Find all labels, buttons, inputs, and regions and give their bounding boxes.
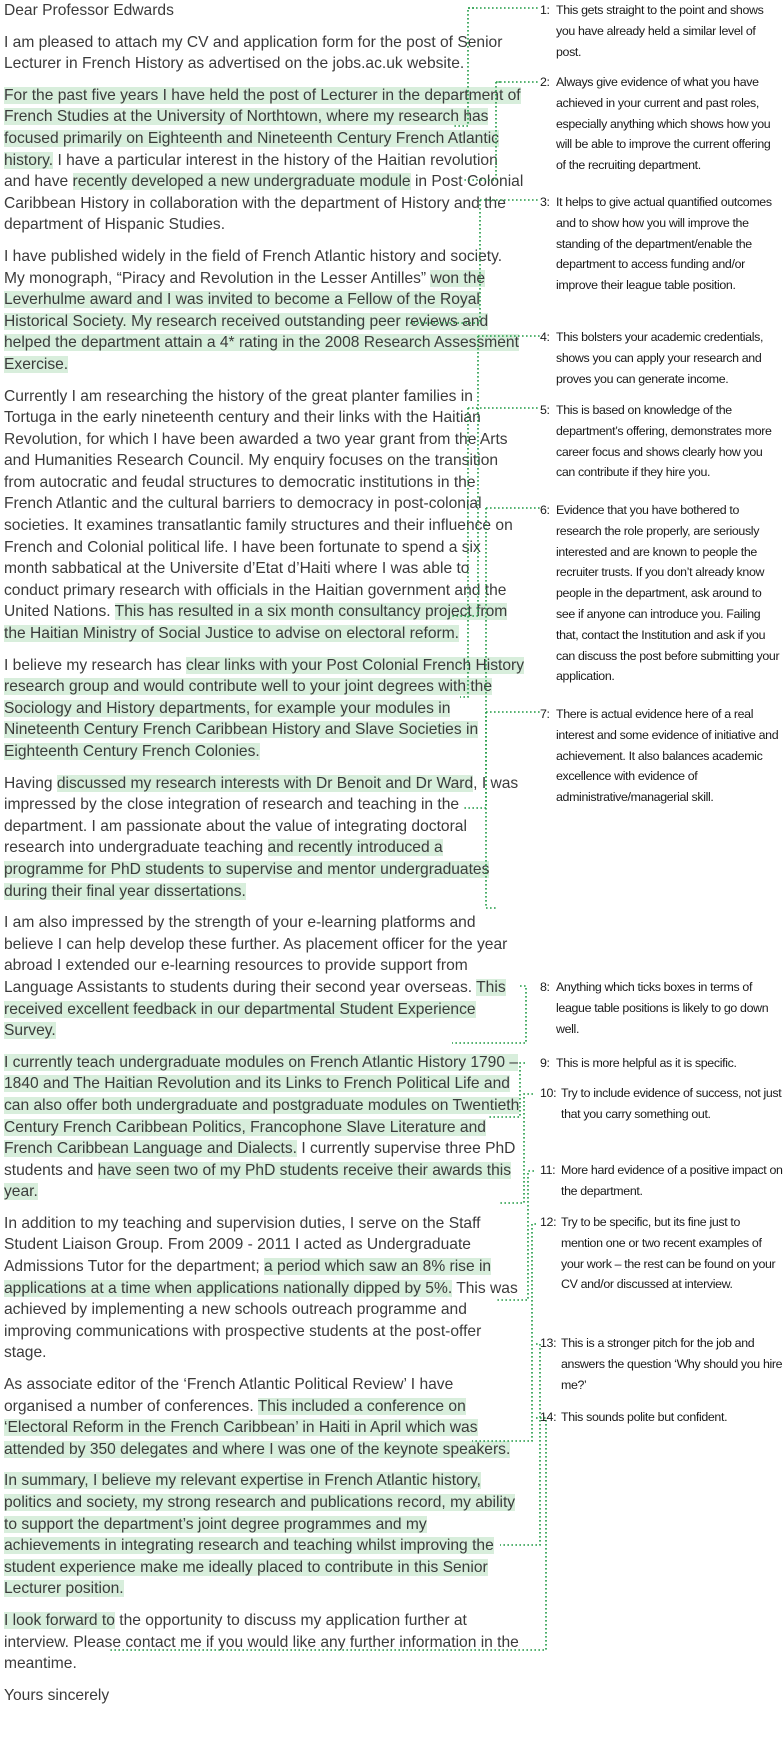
- highlight-8: This received excellent feedback in our departmental Student Experience Survey.: [4, 978, 506, 1040]
- paragraph-teaching-integration: Having discussed my research interests with Dr Benoit and Dr Ward, I was impressed by the close integration of research and teaching in the department. I am passionate about the value of integrating doctoral research into undergraduate teaching and recently introduced a programme for PhD students to supervise and mentor undergraduates during their final year dissertations.: [4, 774, 519, 900]
- annotation-7: 7: There is actual evidence here of a real interest and some evidence of initiative and achievement. It also balances academic excellence with evidence of administrative/managerial skill.: [540, 707, 779, 805]
- highlight-7: and recently introduced a programme for PhD students to supervise and mentor undergraduates during their final year dissertations.: [4, 839, 490, 900]
- connector-9: [488, 1063, 525, 1117]
- paragraph-links: I believe my research has clear links with your Post Colonial French History research group and would contribute well to your joint degrees with the Sociology and History departments, for example your modules in Nineteenth Century French Caribbean History and Slave Societies in Eighteenth Century French Colonies.: [4, 656, 524, 760]
- paragraph-modules: I currently teach undergraduate modules on French Atlantic History 1790 – 1840 and The Haitian Revolution and its Links to French Political Life and can also offer both undergraduate and postgraduate modules on Twentieth Century French Caribbean Politics, Francophone Slave Literature and French Caribbean Language and Dialects. I currently supervise three PhD students and have seen two of my PhD students receive their awards this year.: [4, 1053, 520, 1201]
- sign-off: Yours sincerely: [4, 1686, 110, 1704]
- paragraph-intro: I am pleased to attach my CV and application form for the post of Senior Lecturer in French History as advertised on the jobs.ac.uk website.: [4, 33, 503, 73]
- connector-4: [452, 336, 478, 616]
- paragraph-admin: In addition to my teaching and supervision duties, I serve on the Staff Student Liaison Group. From 2009 - 2011 I acted as Undergraduate Admissions Tutor for the department; a period which saw an 8% rise in applications at a time when applications nationally dipped by 5%. This was achieved by implementing a new schools outreach programme and improving communications with prospective students at the post-offer stage.: [4, 1214, 518, 1362]
- annotation-6: 6: Evidence that you have bothered to research the role properly, are seriously interested and are known to people the recruiter trusts. If you don’t already know people in the department, ask around to see if anyone can introduce you. Failing that, contact the Institution and ask if you can discuss the post before submitting your application.: [540, 503, 780, 684]
- connector-5: [460, 408, 468, 697]
- paragraph-research: Currently I am researching the history of the great planter families in Tortuga in the early nineteenth century and their links with the Haitian Revolution, for which I have been awarded a two year grant from the Arts and Humanities Research Council. My enquiry focuses on the transition from autocratic and feudal structures to democratic institutions in the French Atlantic and the cultural barriers to democracy in post-colonial societies. It examines transatlantic family structures and their influence on French and Colonial political life. I have been fortunate to spend a six month sabbatical at the Universite d’Etat d’Haiti where I was able to conduct primary research with officials in the Haitian government and the United Nations. This has resulted in a six month consultancy project from the Haitian Ministry of Social Justice to advise on electoral reform.: [4, 387, 513, 643]
- highlight-2: recently developed a new undergraduate module: [72, 173, 411, 191]
- paragraph-current-post: For the past five years I have held the post of Lecturer in the department of French Studies at the University of Northtown, where my research has focused primarily on Eighteenth and Nineteenth Century French Atlantic history. I have a particular interest in the history of the Haitian revolution and have recently developed a new undergraduate module in Post Colonial Caribbean History in collaboration with the department of History and the department of Hispanic Studies.: [4, 86, 524, 234]
- paragraph-elearning: I am also impressed by the strength of your e-learning platforms and believe I can help develop these further. As placement officer for the year abroad I extended our e-learning resources to provide support from Language Assistants to students during their second year overseas. This received excellent feedback in our departmental Student Experience Survey.: [4, 914, 508, 1040]
- highlight-6: discussed my research interests with Dr Benoit and Dr Ward: [56, 774, 474, 792]
- connector-2: [462, 82, 500, 180]
- annotation-8: 8: Anything which ticks boxes in terms of league table positions is likely to go down well.: [540, 980, 769, 1036]
- annotation-12: 12: Try to be specific, but its fine just to mention one or two recent examples of your work – the rest can be found on your CV and/or discussed at interview.: [540, 1215, 776, 1292]
- annotation-13: 13: This is a stronger pitch for the job and answers the question ‘Why should you hire me?’: [540, 1336, 783, 1392]
- highlight-10: have seen two of my PhD students receive their awards this year.: [4, 1161, 512, 1201]
- annotation-14: 14: This sounds polite but confident.: [540, 1410, 728, 1424]
- connector-10: [498, 1094, 533, 1203]
- annotation-5: 5: This is based on knowledge of the department’s offering, demonstrates more career focus and shows clearly how you can contribute if they hire you.: [540, 403, 772, 480]
- annotation-10: 10: Try to include evidence of success, not just that you carry something out.: [540, 1086, 782, 1121]
- paragraph-conferences: As associate editor of the ‘French Atlantic Political Review’ I have organised a number of conferences. This included a conference on ‘Electoral Reform in the French Caribbean’ in Haiti in April which was attended by 350 delegates and where I was one of the keynote speakers.: [4, 1376, 511, 1458]
- highlight-4: This has resulted in a six month consultancy project from the Haitian Ministry of Social Justice to advise on electoral reform.: [4, 603, 508, 643]
- highlight-9: I currently teach undergraduate modules on French Atlantic History 1790 – 1840 and The Haitian Revolution and its Links to French Political Life and can also offer both undergraduate and postgraduate modules on Twentieth Century French Caribbean Politics, Francophone Slave Literature and French Caribbean Language and Dialects.: [4, 1053, 520, 1158]
- highlight-13: In summary, I believe my relevant expertise in French Atlantic history, politics and society, my strong research and publications record, my ability to support the department’s joint degree programmes and my achievements in integrating research and teaching whilst improving the student experience make me ideally placed to contribute in this Senior Lecturer position.: [4, 1472, 516, 1598]
- annotation-9: 9: This is more helpful as it is specific.: [540, 1056, 737, 1070]
- annotation-3: 3: It helps to give actual quantified outcomes and to show how you will improve the standing of the department/enable the department to access funding and/or improve their league table position.: [540, 195, 772, 293]
- highlight-12: This included a conference on ‘Electoral Reform in the French Caribbean’ in Haiti in April which was attended by 350 delegates and where I was one of the keynote speakers.: [4, 1397, 511, 1458]
- highlight-11: a period which saw an 8% rise in applications at a time when applications nationally dipped by 5%.: [4, 1258, 492, 1297]
- connector-3: [410, 200, 480, 323]
- connector-7: [486, 712, 496, 908]
- highlight-3: won the Leverhulme award and I was invited to become a Fellow of the Royal Historical Society. My research received outstanding peer reviews and helped the department attain a 4* rating in the 2008 Research Assessment Exercise.: [4, 269, 519, 373]
- annotation-1: 1: This gets straight to the point and shows you have already held a similar level of post.: [540, 3, 764, 59]
- connector-1: [452, 8, 474, 126]
- salutation: Dear Professor Edwards: [4, 2, 174, 19]
- connector-11: [496, 1171, 534, 1300]
- paragraph-publications: I have published widely in the field of French Atlantic history and society. My monograph, “Piracy and Revolution in the Lesser Antilles” won the Leverhulme award and I was invited to become a Fellow of the Royal Historical Society. My research received outstanding peer reviews and helped the department attain a 4* rating in the 2008 Research Assessment Exercise.: [4, 247, 519, 373]
- highlight-5: clear links with your Post Colonial French History research group and would contribute well to your joint degrees with the Sociology and History departments, for example your modules in Nineteenth Century French Caribbean History and Slave Societies in Eighteenth Century French Colonies.: [4, 656, 524, 760]
- connector-12: [472, 1224, 536, 1441]
- connector-13: [500, 1344, 540, 1545]
- paragraph-closing: I look forward to the opportunity to discuss my application further at interview. Please contact me if you would like any further information in the meantime.: [4, 1611, 519, 1673]
- highlight-14: I look forward to: [4, 1611, 115, 1629]
- connector-6: [462, 508, 486, 808]
- annotation-11: 11: More hard evidence of a positive impact on the department.: [540, 1163, 783, 1198]
- annotation-column: [540, 0, 783, 1747]
- highlight-1: For the past five years I have held the post of Lecturer in the department of French Studies at the University of Northtown, where my research has focused primarily on Eighteenth and Nineteenth Century French Atlantic history.: [4, 86, 521, 169]
- connector-14: [110, 1418, 546, 1650]
- annotation-4: 4: This bolsters your academic credentials, shows you can apply your research and proves you can generate income.: [540, 330, 764, 386]
- connector-8: [452, 986, 526, 1043]
- annotation-2: 2: Always give evidence of what you have achieved in your current and past roles, especially anything which shows how you will be able to improve the current offering of the recruiting department.: [540, 75, 771, 173]
